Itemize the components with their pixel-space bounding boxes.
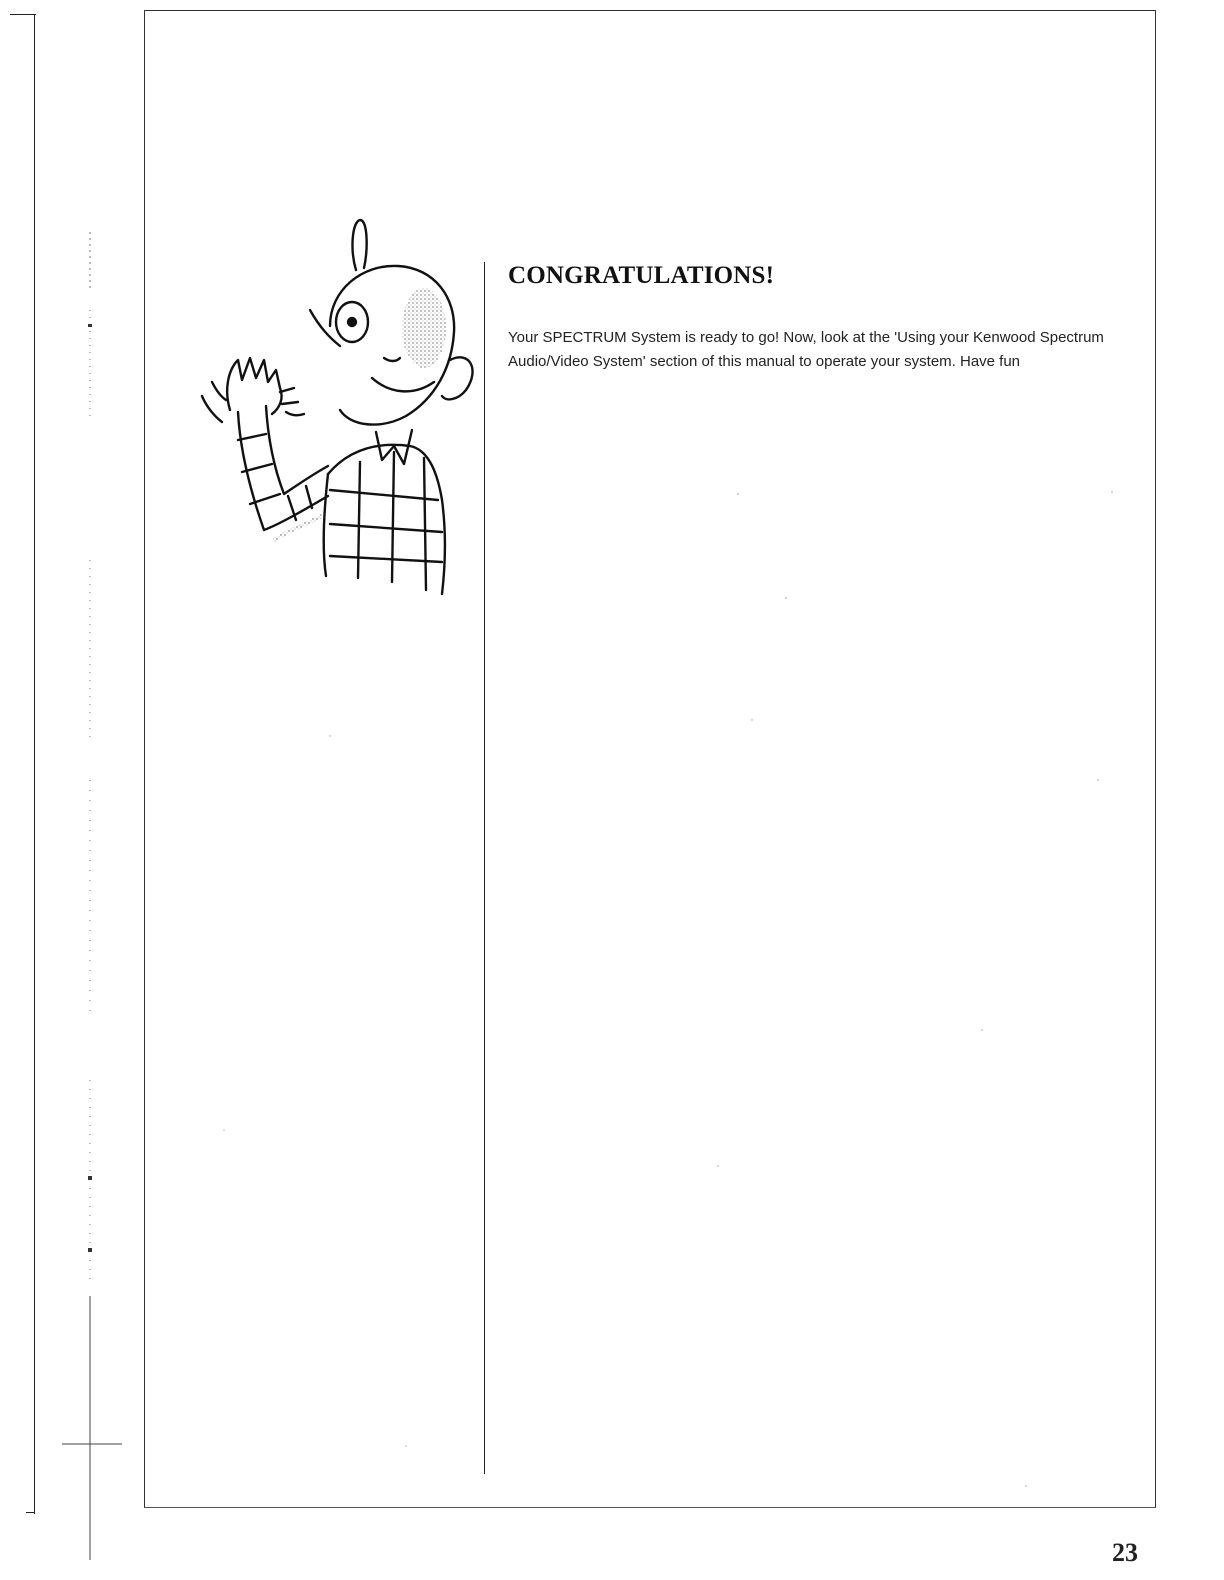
page-number: 23 xyxy=(1112,1538,1138,1567)
waving-boy-illustration xyxy=(180,210,480,610)
column-divider xyxy=(484,262,485,1474)
page-heading: CONGRATULATIONS! xyxy=(508,262,775,289)
binder-holes-marks xyxy=(0,0,140,1580)
body-paragraph: Your SPECTRUM System is ready to go! Now, look at the 'Using your Kenwood Spectrum Audio/Video System' section of this manual to operate your system. Have fun xyxy=(508,329,1104,370)
